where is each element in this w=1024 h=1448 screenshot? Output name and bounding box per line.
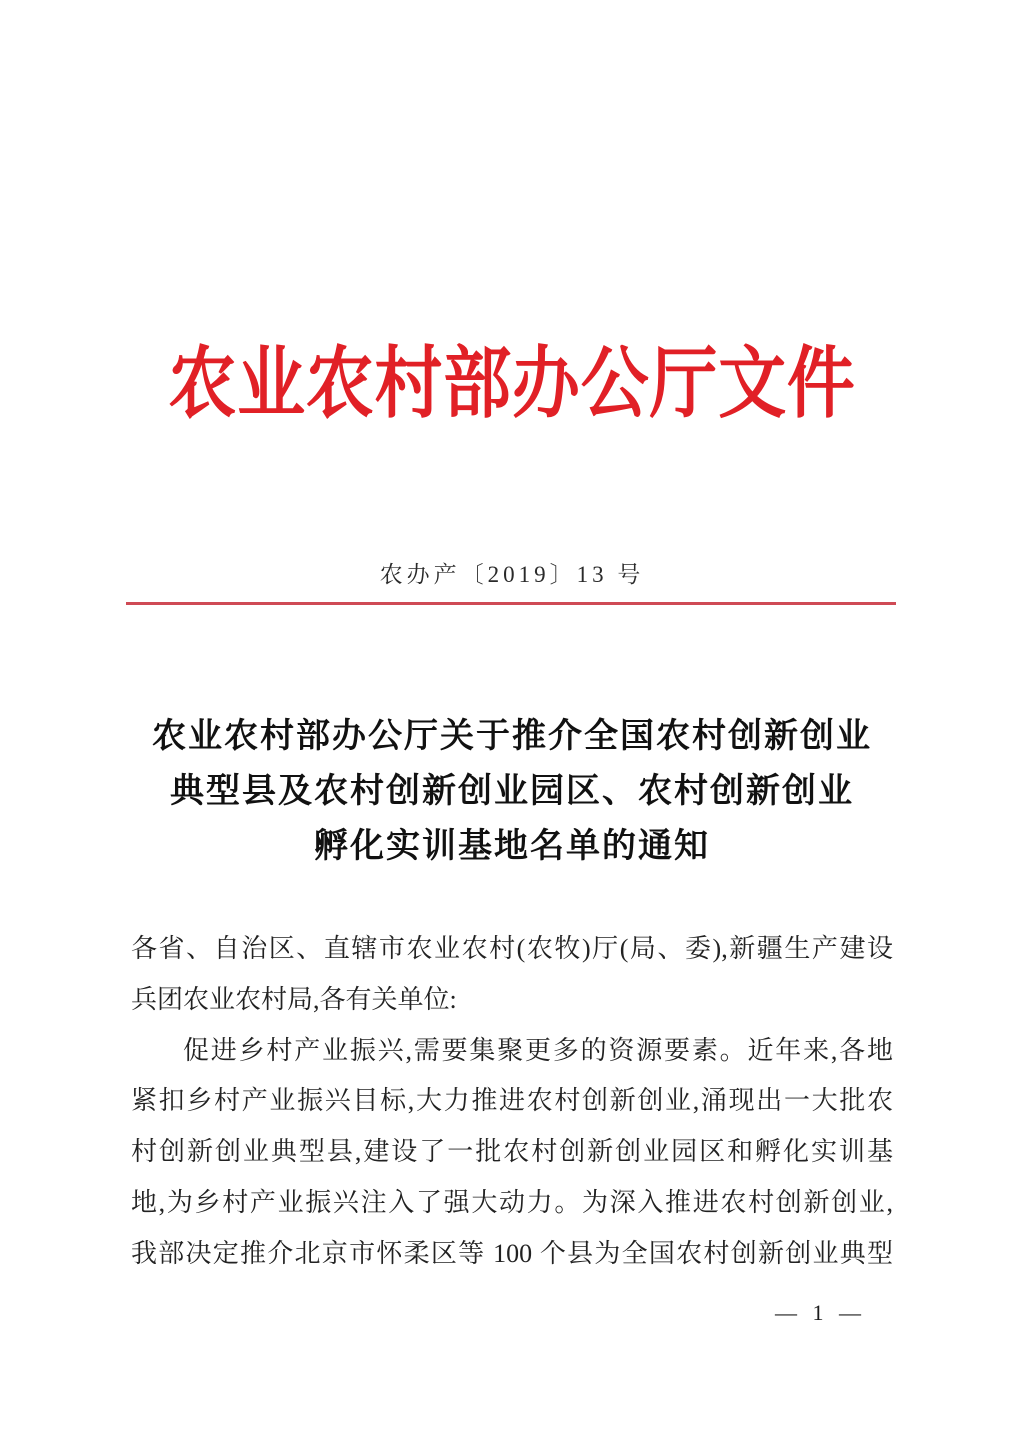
page-number: — 1 — (775, 1300, 866, 1325)
org-title-heading (0, 334, 1024, 434)
paragraph-line: 促进乡村产业振兴,需要集聚更多的资源要素。近年来,各地 (183, 1035, 893, 1065)
paragraph-line: 紧扣乡村产业振兴目标,大力推进农村创新创业,涌现出一大批农 (131, 1086, 893, 1116)
salutation-line: 兵团农业农村局,各有关单位: (131, 984, 457, 1014)
document-title-line-1: 农业农村部办公厅关于推介全国农村创新创业 (152, 718, 872, 755)
org-title-text: 农业农村部办公厅文件 (168, 340, 856, 427)
salutation-line: 各省、自治区、直辖市农业农村(农牧)厅(局、委),新疆生产建设 (131, 934, 893, 963)
document-title (0, 709, 1024, 874)
document-title-line-2: 典型县及农村创新创业园区、农村创新创业 (170, 773, 854, 810)
paragraph-line: 我部决定推介北京市怀柔区等 100 个县为全国农村创新创业典型 (131, 1238, 893, 1268)
red-divider-line (126, 602, 896, 605)
paragraph-line: 村创新创业典型县,建设了一批农村创新创业园区和孵化实训基 (131, 1137, 893, 1167)
document-title-line-3: 孵化实训基地名单的通知 (314, 828, 710, 865)
paragraph-line: 地,为乡村产业振兴注入了强大动力。为深入推进农村创新创业, (131, 1187, 893, 1217)
document-body (131, 924, 893, 1280)
document-number: 农办产〔2019〕13 号 (379, 562, 645, 587)
